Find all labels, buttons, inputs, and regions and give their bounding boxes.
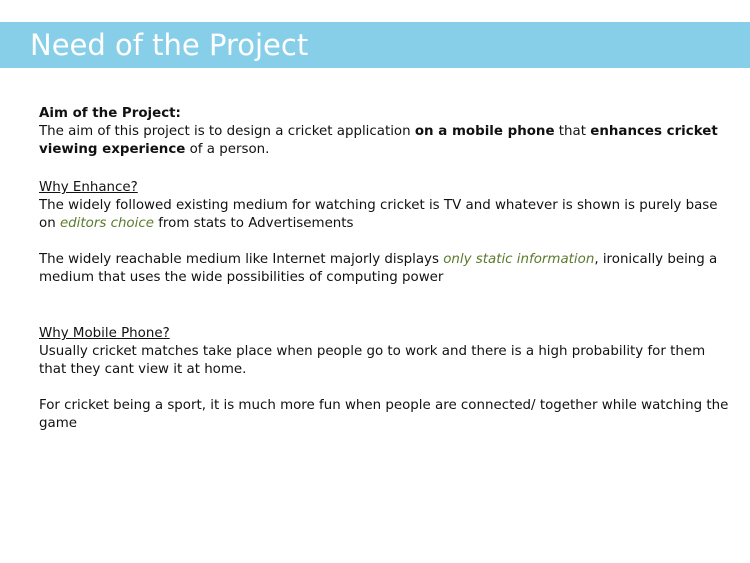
why-mobile-section — [39, 325, 729, 433]
aim-text-1: The aim of this project is to design a cricket application — [39, 124, 415, 139]
enhance-p2-text-2: , ironically being a medium that uses the wide possibilities of computing power — [39, 252, 718, 285]
enhance-p2-highlight: only static information — [443, 252, 595, 267]
spacer — [39, 287, 729, 325]
spacer — [39, 379, 729, 397]
why-enhance-paragraph-1 — [39, 197, 729, 233]
slide-body — [39, 105, 729, 433]
slide-title: Need of the Project — [30, 28, 309, 62]
enhance-p2-text-1: The widely reachable medium like Internet majorly displays — [39, 252, 444, 267]
spacer — [39, 159, 729, 179]
why-mobile-heading: Why Mobile Phone? — [39, 326, 170, 341]
enhance-p1-text-2: from stats to Advertisements — [153, 216, 354, 231]
aim-text-2: that — [554, 124, 591, 139]
enhance-p1-text-1: The widely followed existing medium for watching cricket is TV and whatever is shown is purely base on — [39, 198, 718, 231]
why-enhance-heading: Why Enhance? — [39, 180, 138, 195]
why-mobile-paragraph-1: Usually cricket matches take place when people go to work and there is a high probability for them that they cant view it at home. — [39, 344, 706, 377]
aim-bold-1: on a mobile phone — [414, 124, 555, 139]
aim-text-3: of a person. — [185, 142, 270, 157]
aim-bold-2: enhances cricket viewing experience — [39, 124, 718, 157]
aim-section — [39, 105, 729, 159]
why-enhance-section — [39, 179, 729, 287]
title-banner — [0, 22, 750, 68]
aim-paragraph — [39, 123, 729, 159]
spacer — [39, 233, 729, 251]
why-mobile-paragraph-2: For cricket being a sport, it is much more fun when people are connected/ together while watching the game — [39, 398, 729, 431]
enhance-p1-highlight: editors choice — [59, 216, 154, 231]
aim-heading: Aim of the Project: — [39, 106, 181, 121]
why-enhance-paragraph-2 — [39, 251, 729, 287]
